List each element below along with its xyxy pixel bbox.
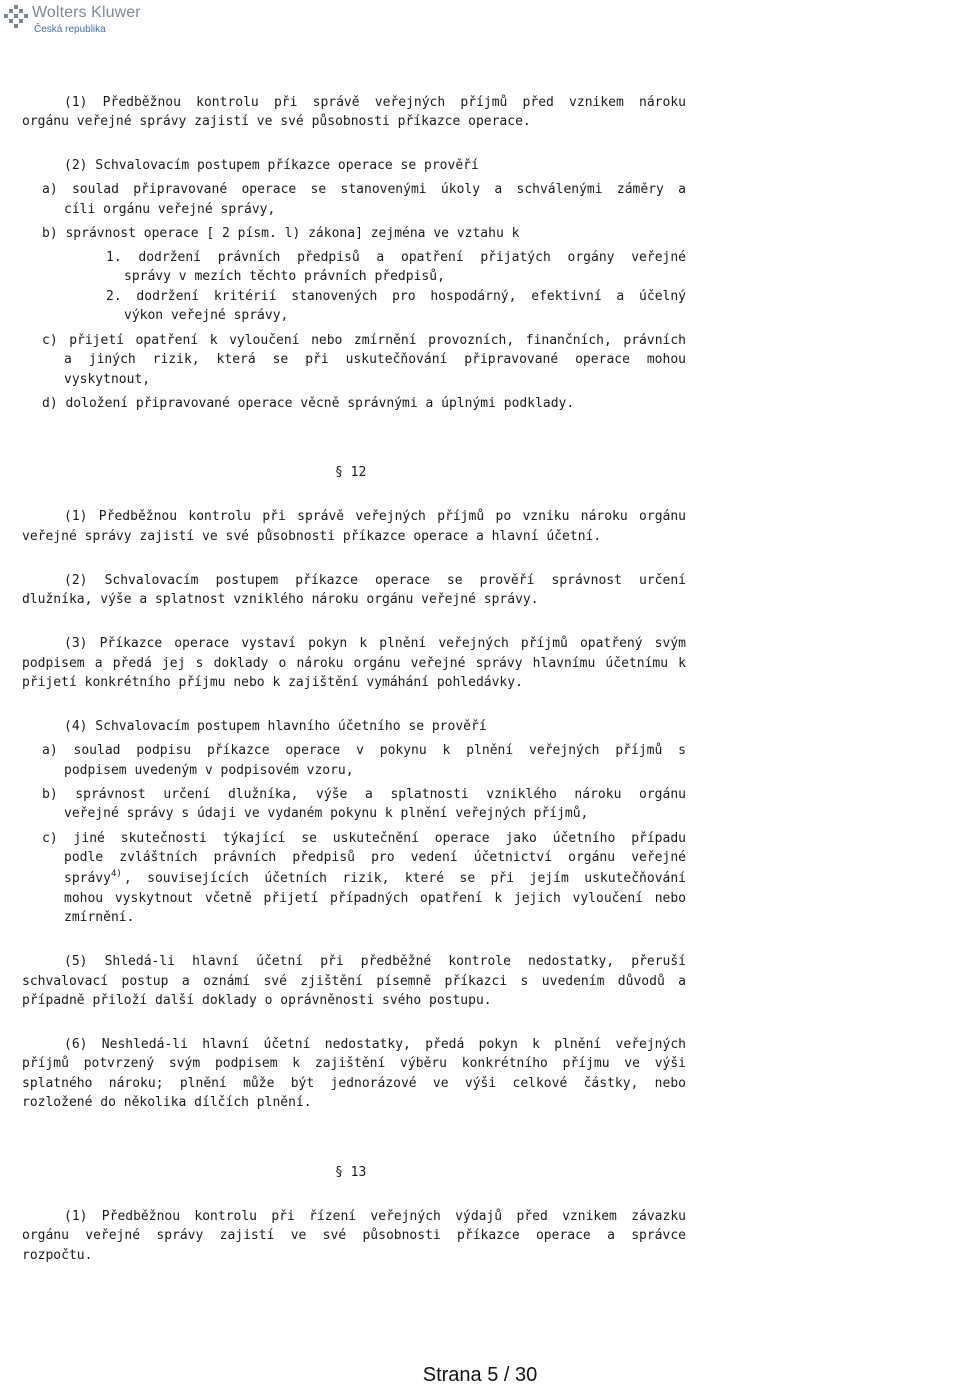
page-number: Strana 5 / 30 (422, 1364, 538, 1386)
paragraph-line: případně přiloží další doklady o oprávněnosti svého postupu. (22, 993, 492, 1008)
section-number: 12 (350, 465, 367, 480)
paragraph-line: (2) Schvalovacím postupem příkazce operace se prověří správnost určení (64, 573, 686, 588)
list-item: b) správnost operace [ 2 písm. l) zákona] zejména ve vztahu k (42, 226, 520, 241)
section-heading (335, 1164, 366, 1182)
list-item: b) správnost určení dlužníka, výše a splatnosti vzniklého nároku orgánu (42, 787, 686, 802)
paragraph-line: veřejné správy zajistí ve své působnosti příkazce operace a hlavní účetní. (22, 529, 602, 544)
list-item: c) přijetí opatření k vyloučení nebo zmírnění provozních, finančních, právních (42, 333, 686, 348)
paragraph-line: schvalovací postup a oznámí své zjištění písemně příkazci s uvedením důvodů a (22, 974, 686, 989)
paragraph-line: podpisem a předá jej s doklady o nároku orgánu veřejné správy hlavnímu účetnímu k (22, 656, 686, 671)
list-item: c) jiné skutečnosti týkající se uskutečnění operace jako účetního případu (42, 831, 686, 846)
wolters-kluwer-logo (4, 3, 154, 37)
paragraph-line: (6) Neshledá-li hlavní účetní nedostatky, předá pokyn k plnění veřejných (64, 1037, 686, 1052)
logo-mark-icon (4, 5, 28, 33)
paragraph-line: (1) Předběžnou kontrolu při správě veřejných příjmů po vzniku nároku orgánu (64, 509, 686, 524)
paragraph-line: rozpočtu. (22, 1248, 93, 1263)
brand-subtitle: Česká republika (34, 24, 106, 35)
brand-name: Wolters Kluwer (32, 4, 141, 21)
list-item: podle zvláštních právních předpisů pro vedení účetnictví orgánu veřejné (64, 850, 686, 865)
list-item: výkon veřejné správy, (124, 308, 289, 323)
list-item: cíli orgánu veřejné správy, (64, 202, 276, 217)
section-heading (335, 464, 366, 482)
list-text: správy (64, 871, 111, 886)
list-item: 1. dodržení právních předpisů a opatření přijatých orgány veřejné (106, 250, 686, 265)
list-item: správy v mezích těchto právních předpisů, (124, 269, 445, 284)
paragraph-line: rozložené do několika dílčích plnění. (22, 1095, 312, 1110)
paragraph-line: splatného nároku; plnění může být jednorázové ve výši celkové částky, nebo (22, 1076, 686, 1091)
section-number: 13 (350, 1165, 367, 1180)
footnote-ref[interactable]: 4) (110, 869, 122, 879)
list-item: podpisem uvedeným v podpisovém vzoru, (64, 763, 354, 778)
paragraph-line: (5) Shledá-li hlavní účetní při předběžné kontrole nedostatky, přeruší (64, 954, 686, 969)
paragraph-line: přijetí konkrétního příjmu nebo k zajištění vymáhání pohledávky. (22, 675, 523, 690)
list-item: veřejné správy s údaji ve vydaném pokynu k plnění veřejných příjmů, (64, 806, 589, 821)
list-item: mohou vyskytnout včetně přijetí případných opatření k jejich vyloučení nebo (64, 891, 686, 906)
list-item: zmírnění. (64, 910, 135, 925)
paragraph-line: (1) Předběžnou kontrolu při správě veřejných příjmů před vznikem nároku (64, 95, 686, 110)
list-item: vyskytnout, (64, 372, 151, 387)
list-item (64, 870, 686, 888)
paragraph-line: (4) Schvalovacím postupem hlavního účetního se prověří (64, 719, 487, 734)
paragraph-line: příjmů potvrzený svým podpisem k zajištění výběru konkrétního příjmu ve výši (22, 1056, 686, 1071)
list-item: a) soulad podpisu příkazce operace v pokynu k plnění veřejných příjmů s (42, 743, 686, 758)
section-sign: § (335, 465, 343, 480)
paragraph-line: orgánu veřejné správy zajistí ve své působnosti příkazce operace. (22, 114, 531, 129)
paragraph-line: (2) Schvalovacím postupem příkazce operace se prověří (64, 158, 479, 173)
list-item: 2. dodržení kritérií stanovených pro hospodárný, efektivní a účelný (106, 289, 686, 304)
section-sign: § (335, 1165, 343, 1180)
list-item: d) doložení připravované operace věcně správnými a úplnými podklady. (42, 396, 575, 411)
paragraph-line: dlužníka, výše a splatnost vzniklého nároku orgánu veřejné správy. (22, 592, 539, 607)
list-item: a) soulad připravované operace se stanovenými úkoly a schválenými záměry a (42, 182, 686, 197)
footnote-ref-line (64, 870, 122, 888)
paragraph-line: orgánu veřejné správy zajistí ve své působnosti příkazce operace a správce (22, 1228, 686, 1243)
list-text: , souvisejících účetních rizik, které se při jejím uskutečňování (123, 871, 686, 886)
paragraph-line: (3) Příkazce operace vystaví pokyn k plnění veřejných příjmů opatřený svým (64, 636, 686, 651)
paragraph-line: (1) Předběžnou kontrolu při řízení veřejných výdajů před vznikem závazku (64, 1209, 686, 1224)
list-item: a jiných rizik, která se při uskutečňování připravované operace mohou (64, 352, 686, 367)
